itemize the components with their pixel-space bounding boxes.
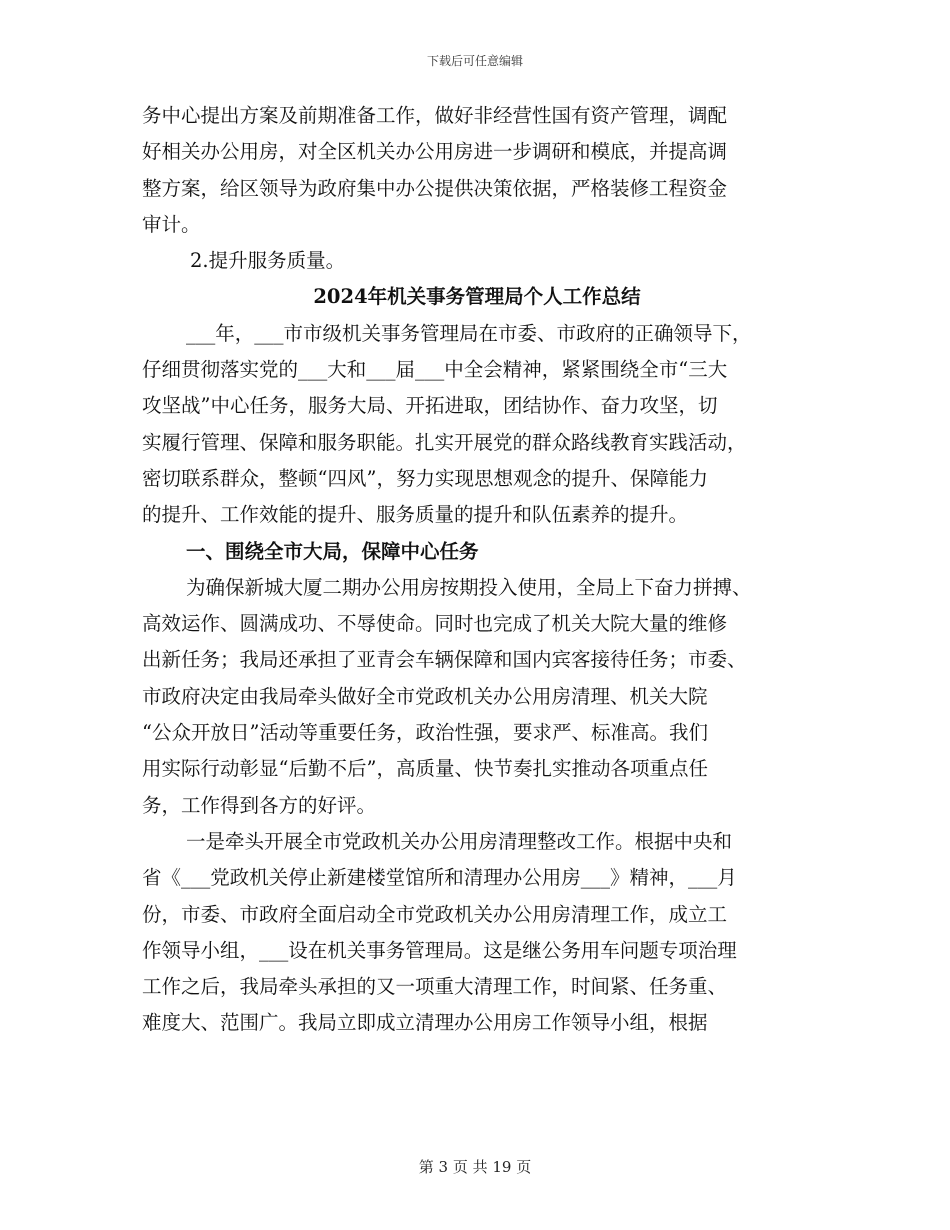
body-line: 用实际行动彰显“后勤不后”，高质量、快节奏扎实推动各项重点任 [142,757,708,781]
page-header-note: 下载后可任意编辑 [426,54,523,68]
section-heading: 一、围绕全市大局，保障中心任务 [186,539,479,563]
body-line: 一是牵头开展全市党政机关办公用房清理整改工作。根据中央和 [186,829,733,853]
body-line: 出新任务；我局还承担了亚青会车辆保障和国内宾客接待任务；市委、 [142,648,747,672]
body-line: 为确保新城大厦二期办公用房按期投入使用，全局上下奋力拼搏、 [186,575,752,599]
body-line: 整方案，给区领导为政府集中办公提供决策依据，严格装修工程资金 [142,176,728,200]
body-line: 务中心提出方案及前期准备工作，做好非经营性国有资产管理，调配 [142,104,728,127]
body-line: 份，市委、市政府全面启动全市党政机关办公用房清理工作，成立工 [142,902,728,926]
body-line: 省《___党政机关停止新建楼堂馆所和清理办公用房___》精神，___月 [142,866,737,890]
body-line: 好相关办公用房，对全区机关办公用房进一步调研和模底，并提高调 [142,140,728,164]
document-title: 2024年机关事务管理局个人工作总结 [313,285,641,309]
body-line: 审计。 [142,212,201,236]
body-line: 务，工作得到各方的好评。 [142,793,377,817]
page-number: 第 3 页 共 19 页 [418,1158,532,1176]
body-line: 作领导小组，___设在机关事务管理局。这是继公务用车问题专项治理 [142,938,737,962]
body-line: “公众开放日”活动等重要任务，政治性强，要求严、标准高。我们 [142,721,708,745]
body-line: 密切联系群众，整顿“四风”，努力实现思想观念的提升、保障能力 [142,466,708,490]
body-line: 仔细贯彻落实党的___大和___届___中全会精神，紧紧围绕全市“三大 [142,358,728,382]
body-line: 的提升、工作效能的提升、服务质量的提升和队伍素养的提升。 [142,503,689,527]
body-line: 工作之后，我局牵头承担的又一项重大清理工作，时间紧、任务重、 [142,975,728,999]
body-line: 难度大、范围广。我局立即成立清理办公用房工作领导小组，根据 [142,1011,708,1035]
body-line: 高效运作、圆满成功、不辱使命。同时也完成了机关大院大量的维修 [142,612,728,636]
body-line: ___年，___市市级机关事务管理局在市委、市政府的正确领导下， [186,321,752,345]
body-line: 市政府决定由我局牵头做好全市党政机关办公用房清理、机关大院 [142,684,708,708]
subsection-heading: 2.提升服务质量。 [190,249,346,273]
body-line: 实履行管理、保障和服务职能。扎实开展党的群众路线教育实践活动， [142,430,747,454]
document-body [142,98,812,1042]
body-line: 攻坚战”中心任务，服务大局、开拓进取，团结协作、奋力攻坚，切 [142,394,718,418]
